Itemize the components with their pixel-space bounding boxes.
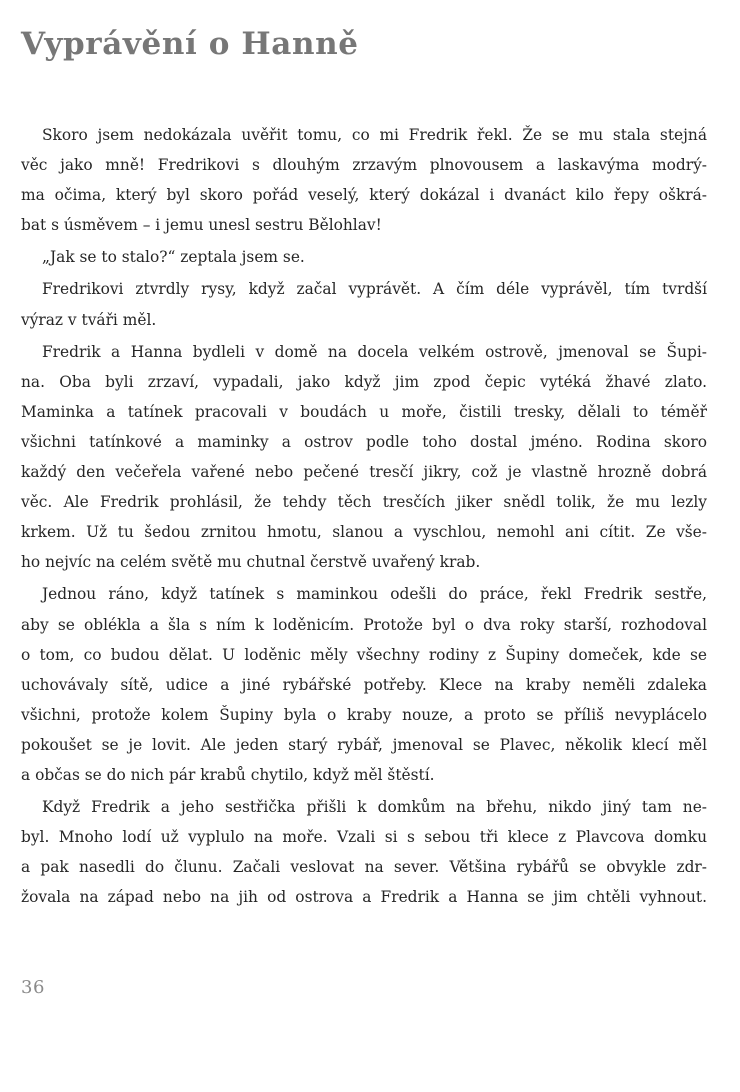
text-line: o tom, co budou dělat. U loděnic měly všechny rodiny z Šupiny domeček, kde se xyxy=(21,645,707,664)
text-line: bat s úsměvem – i jemu unesl sestru Bělohlav! xyxy=(21,216,382,235)
paragraph xyxy=(21,242,707,272)
text-line: Fredrik a Hanna bydleli v domě na docela velkém ostrově, jmenoval se Šupi- xyxy=(42,342,707,361)
text-line: všichni tatínkové a maminky a ostrov podle toho dostal jméno. Rodina skoro xyxy=(21,432,707,451)
text-line: a občas se do nich pár krabů chytilo, když měl štěstí. xyxy=(21,765,435,784)
text-line: ho nejvíc na celém světě mu chutnal čerstvě uvařený krab. xyxy=(21,553,481,572)
page-number: 36 xyxy=(21,977,45,998)
text-line: a pak nasedli do člunu. Začali veslovat na sever. Většina rybářů se obvykle zdr- xyxy=(21,858,707,877)
text-line: věc. Ale Fredrik prohlásil, že tehdy těch tresčích jiker snědl tolik, že mu lezly xyxy=(21,493,707,512)
text-line: krkem. Už tu šedou zrnitou hmotu, slanou a vyschlou, nemohl ani cítit. Ze vše- xyxy=(21,523,707,542)
paragraph xyxy=(21,337,707,578)
text-line: výraz v tváři měl. xyxy=(21,310,157,329)
text-line: uchovávaly sítě, udice a jiné rybářské potřeby. Klece na kraby neměli zdaleka xyxy=(21,675,707,694)
text-line: každý den večeřela vařené nebo pečené tresčí jikry, což je vlastně hrozně dobrá xyxy=(21,463,707,482)
text-line: byl. Mnoho lodí už vyplulo na moře. Vzali si s sebou tři klece z Plavcova domku xyxy=(21,828,707,847)
text-line: na. Oba byli zrzaví, vypadali, jako když jim zpod čepic vytéká žhavé zlato. xyxy=(21,372,707,391)
text-line: „Jak se to stalo?“ zeptala jsem se. xyxy=(42,248,305,267)
text-line: Skoro jsem nedokázala uvěřit tomu, co mi Fredrik řekl. Že se mu stala stejná xyxy=(42,126,707,144)
paragraph xyxy=(21,792,707,912)
text-line: Jednou ráno, když tatínek s maminkou odešli do práce, řekl Fredrik sestře, xyxy=(42,585,707,604)
text-line: všichni, protože kolem Šupiny byla o kraby nouze, a proto se příliš nevyplácelo xyxy=(21,705,707,724)
text-line: věc jako mně! Fredrikovi s dlouhým zrzavým plnovousem a laskavýma modrý- xyxy=(21,156,707,175)
text-line: ma očima, který byl skoro pořád veselý, který dokázal i dvanáct kilo řepy oškrá- xyxy=(21,186,707,205)
text-line: Maminka a tatínek pracovali v boudách u moře, čistili tresky, dělali to téměř xyxy=(21,402,707,421)
text-line: Když Fredrik a jeho sestřička přišli k domkům na břehu, nikdo jiný tam ne- xyxy=(42,798,707,817)
text-line: pokoušet se je lovit. Ale jeden starý rybář, jmenoval se Plavec, několik klecí měl xyxy=(21,735,707,754)
body-text xyxy=(21,120,707,912)
paragraph xyxy=(21,120,707,240)
chapter-title: Vyprávění o Hanně xyxy=(21,26,359,62)
paragraph xyxy=(21,274,707,334)
text-line: Fredrikovi ztvrdly rysy, když začal vyprávět. A čím déle vyprávěl, tím tvrdší xyxy=(42,280,707,299)
text-line: žovala na západ nebo na jih od ostrova a Fredrik a Hanna se jim chtěli vyhnout. xyxy=(21,888,707,907)
paragraph xyxy=(21,579,707,790)
text-line: aby se oblékla a šla s ním k loděnicím. Protože byl o dva roky starší, rozhodoval xyxy=(21,615,707,634)
